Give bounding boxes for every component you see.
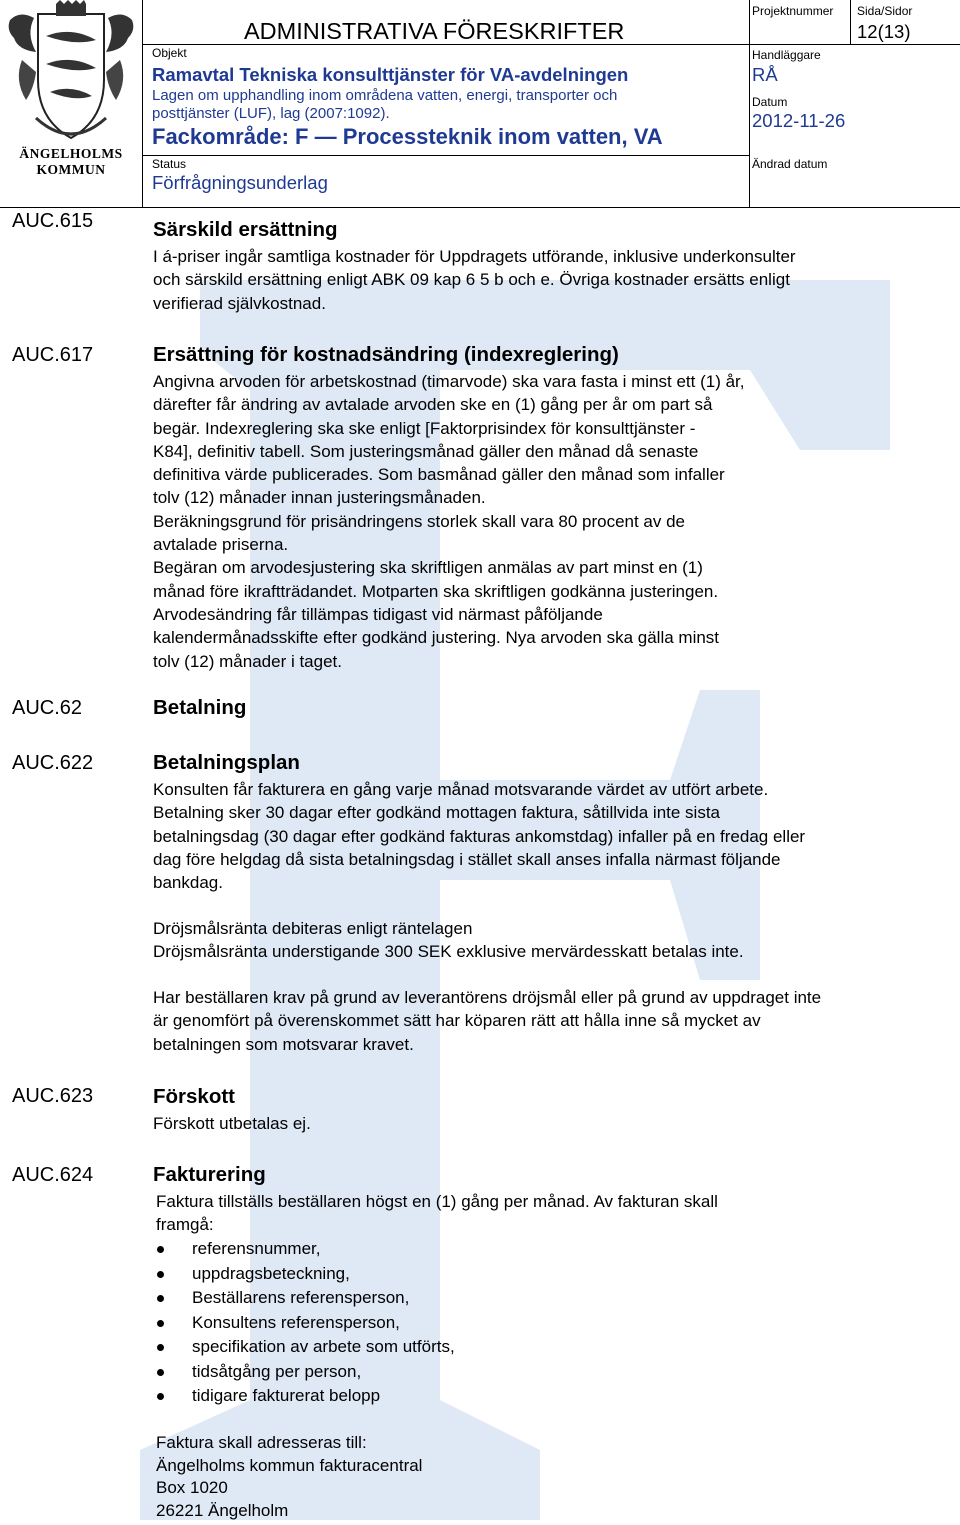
list-item: Konsultens referensperson, (153, 1311, 455, 1336)
text-line: Arvodesändring får tillämpas tidigast vid närmast påföljande (153, 604, 603, 624)
invoice-requirements-list (153, 1237, 455, 1409)
municipality-logo (0, 0, 142, 200)
text-line: verifierad självkostnad. (153, 293, 326, 313)
text-line: Box 1020 (156, 1478, 228, 1498)
list-item: uppdragsbeteckning, (153, 1262, 455, 1287)
text-line: kalendermånadsskifte efter godkänd justering. Nya arvoden ska gälla minst (153, 628, 720, 648)
projektnummer-label: Projektnummer (752, 4, 834, 18)
list-item: tidsåtgång per person, (153, 1360, 455, 1385)
sida-label: Sida/Sidor (857, 4, 913, 18)
text-line: Har beställaren krav på grund av leverantörens dröjsmål eller på grund av uppdraget inte (153, 988, 822, 1007)
handlaggare-label: Handläggare (752, 48, 821, 62)
text-line: månad före ikraftträdandet. Motparten ska skriftligen godkänna justeringen. (153, 581, 719, 601)
coat-of-arms-icon (0, 0, 142, 150)
section-heading: Särskild ersättning (153, 218, 338, 241)
text-line: Konsulten får fakturera en gång varje månad motsvarande värdet av utfört arbete. (153, 780, 769, 799)
andrad-datum-label: Ändrad datum (752, 157, 828, 171)
text-line: är genomfört på överenskommet sätt har köparen rätt att hålla inne så mycket av (153, 1011, 761, 1031)
objekt-title: Ramavtal Tekniska konsulttjänster för VA-avdelningen (152, 64, 629, 85)
text-line: Begäran om arvodesjustering ska skriftligen anmälas av part minst en (1) (153, 558, 703, 578)
section-text (153, 778, 805, 894)
document-header (0, 0, 960, 208)
datum-label: Datum (752, 95, 788, 109)
status-value: Förfrågningsunderlag (152, 172, 328, 193)
text-line: dag före helgdag då sista betalningsdag i stället skall anses infalla närmast följande (153, 849, 781, 869)
fackomrade: Fackområde: F — Processteknik inom vatten, VA (152, 124, 663, 149)
header-divider (850, 0, 851, 44)
text-line: Ängelholms kommun fakturacentral (156, 1455, 423, 1475)
section-heading: Fakturering (153, 1163, 266, 1186)
section-code: AUC.615 (12, 210, 94, 232)
text-line: 26221 Ängelholm (156, 1500, 289, 1520)
section-code: AUC.62 (12, 697, 83, 719)
handlaggare-value: RÅ (752, 64, 778, 85)
invoice-address (156, 1432, 422, 1522)
text-line: I á-priser ingår samtliga kostnader för Uppdragets utförande, inklusive underkonsulter (153, 247, 796, 266)
list-item: specifikation av arbete som utförts, (153, 1335, 455, 1360)
header-divider (142, 155, 750, 156)
section-heading: Betalningsplan (153, 751, 300, 774)
list-item: referensnummer, (153, 1237, 455, 1262)
list-item: Beställarens referensperson, (153, 1286, 455, 1311)
text-line: Beräkningsgrund för prisändringens storlek skall vara 80 procent av de (153, 511, 686, 531)
text-line: Faktura skall adresseras till: (156, 1433, 367, 1452)
document-type: ADMINISTRATIVA FÖRESKRIFTER (244, 18, 625, 44)
header-divider (749, 0, 750, 207)
text-line: Faktura tillställs beställaren högst en (1) gång per månad. Av fakturan skall (156, 1192, 718, 1211)
objekt-line3: posttjänster (LUF), lag (2007:1092). (152, 105, 390, 122)
text-line: framgå: (156, 1215, 214, 1235)
objekt-line2: Lagen om upphandling inom områdena vatten, energi, transporter och (152, 87, 618, 104)
header-divider (0, 207, 960, 208)
section-text (153, 1112, 311, 1135)
logo-text-line2: KOMMUN (36, 162, 106, 177)
text-line: därefter får ändring av avtalade arvoden ske en (1) gång per år om part så (153, 395, 713, 415)
text-line: Betalning sker 30 dagar efter godkänd mottagen faktura, såtillvida inte sista (153, 803, 721, 823)
text-line: tolv (12) månader i taget. (153, 651, 342, 671)
section-heading: Förskott (153, 1085, 235, 1108)
status-label: Status (152, 157, 187, 171)
text-line: och särskild ersättning enligt ABK 09 kap 6 5 b och e. Övriga kostnader ersätts enligt (153, 270, 790, 290)
text-line: definitiva värde publicerades. Som basmånad gäller den månad som infaller (153, 465, 725, 485)
text-line: begär. Indexreglering ska ske enligt [Faktorprisindex för konsulttjänster - (153, 418, 696, 438)
text-line: Dröjsmålsränta understigande 300 SEK exklusive mervärdesskatt betalas inte. (153, 942, 744, 962)
header-divider (142, 0, 143, 207)
text-line: K84], definitiv tabell. Som justeringsmånad gäller den månad då senaste (153, 441, 699, 461)
section-code: AUC.623 (12, 1085, 94, 1107)
section-text (153, 370, 745, 673)
text-line: bankdag. (153, 873, 223, 893)
list-item: tidigare fakturerat belopp (153, 1384, 455, 1409)
section-code: AUC.622 (12, 752, 94, 774)
section-code: AUC.624 (12, 1164, 94, 1186)
text-line: Angivna arvoden för arbetskostnad (timarvode) ska vara fasta i minst ett (1) år, (153, 372, 745, 391)
objekt-label: Objekt (152, 46, 187, 60)
text-line: Förskott utbetalas ej. (153, 1114, 311, 1133)
section-heading: Betalning (153, 696, 247, 719)
section-heading: Ersättning för kostnadsändring (indexreglering) (153, 343, 619, 366)
datum-value: 2012-11-26 (752, 110, 846, 131)
text-line: Dröjsmålsränta debiteras enligt räntelagen (153, 919, 473, 938)
logo-text-line1: ÄNGELHOLMS (19, 146, 123, 161)
section-code: AUC.617 (12, 344, 94, 366)
text-line: avtalade priserna. (153, 535, 289, 555)
text-line: betalningen som motsvarar kravet. (153, 1034, 414, 1054)
text-line: betalningsdag (30 dagar efter godkänd fakturas ankomstdag) infaller på en fredag eller (153, 826, 806, 846)
text-line: tolv (12) månader innan justeringsmånaden. (153, 488, 486, 508)
section-text (153, 245, 796, 315)
section-text (156, 1190, 718, 1237)
section-text (153, 986, 821, 1056)
section-text (153, 917, 744, 964)
sida-value: 12(13) (857, 21, 911, 42)
